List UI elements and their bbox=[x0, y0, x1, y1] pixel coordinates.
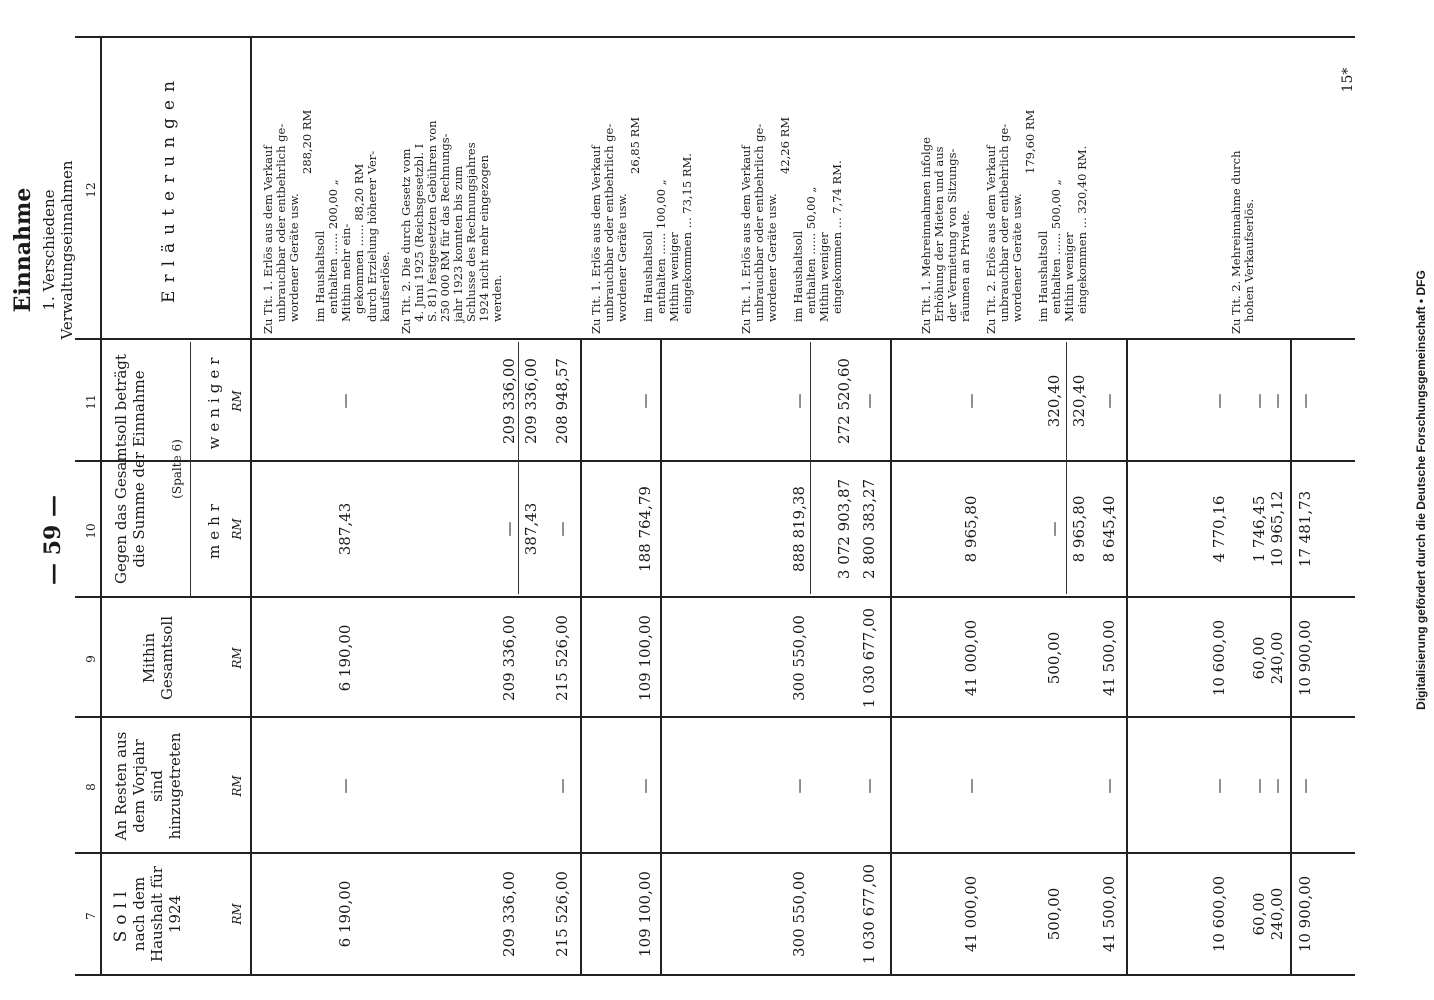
note-2c: S. 81) festgesetzten Gebühren von bbox=[425, 120, 439, 322]
note-1i: durch Erzielung höherer Ver- bbox=[365, 150, 379, 322]
header-resten: An Resten aus dem Vorjahr sind hinzugetreten bbox=[112, 731, 184, 841]
note-3c: wordener Geräte usw. bbox=[615, 193, 629, 322]
row1-mehr: 387,43 bbox=[336, 502, 354, 556]
note-2h: werden. bbox=[490, 274, 504, 322]
row5-gesamt: 41 000,00 bbox=[962, 619, 980, 697]
unit-label-9: RM bbox=[230, 647, 244, 669]
unit-label-11: RM bbox=[230, 390, 244, 412]
row1-gesamt: 6 190,00 bbox=[336, 624, 354, 692]
row2-total-soll: 215 526,00 bbox=[553, 871, 571, 957]
note-6b: unbrauchbar oder entbehrlich ge- bbox=[997, 123, 1011, 322]
note-2d: 250 000 RM für das Rechnungs- bbox=[438, 133, 452, 322]
row3-mehr: 188 764,79 bbox=[636, 486, 654, 572]
section-subheading: 1. Verschiedene Verwaltungseinnahmen bbox=[40, 160, 76, 340]
note-5b: Erhöhung der Mieten und aus bbox=[932, 146, 946, 322]
row2-weniger: 209 336,00 bbox=[500, 358, 518, 444]
row4-total-gesamt: 1 030 677,00 bbox=[860, 607, 878, 709]
row3-gesamt: 109 100,00 bbox=[636, 615, 654, 701]
note-group-2 bbox=[400, 42, 504, 334]
note-6f: enthalten ...... 500,00 „ bbox=[1049, 179, 1063, 314]
row4-sum-rule bbox=[810, 342, 811, 594]
note-group-5 bbox=[920, 42, 972, 334]
note-5d: räumen an Private. bbox=[958, 210, 972, 322]
col-divider-7 bbox=[75, 974, 1355, 976]
note-1e: im Haushaltsoll bbox=[313, 230, 327, 322]
row8b-weniger: — bbox=[1268, 393, 1286, 409]
row8-mehr: 1 746,45 bbox=[1250, 495, 1268, 563]
row2-total-mehr: — bbox=[553, 521, 571, 537]
row7-weniger: — bbox=[1210, 393, 1228, 409]
note-6c: wordener Geräte usw. bbox=[1010, 193, 1024, 322]
note-1j: kaufserlöse. bbox=[378, 251, 392, 322]
row4-soll: 300 550,00 bbox=[790, 871, 808, 957]
row2-mehr: — bbox=[500, 521, 518, 537]
note-group-1 bbox=[262, 42, 392, 334]
row4-weniger: — bbox=[790, 393, 808, 409]
note-5c: der Vermietung von Sitzungs- bbox=[945, 148, 959, 322]
row2-sum-rule bbox=[518, 342, 519, 594]
note-4b: unbrauchbar oder entbehrlich ge- bbox=[752, 123, 766, 322]
row6-gesamt: 500,00 bbox=[1045, 631, 1063, 685]
note-2g: 1924 nicht mehr eingezogen bbox=[477, 154, 491, 322]
row6-weniger: 320,40 bbox=[1045, 374, 1063, 428]
note-1b: unbrauchbar oder entbehrlich ge- bbox=[274, 123, 288, 322]
note-3a: Zu Tit. 1. Erlös aus dem Verkauf bbox=[589, 145, 603, 334]
row7-resten: — bbox=[1210, 778, 1228, 794]
row3-bottom-border bbox=[660, 340, 662, 976]
note-6e: im Haushaltsoll bbox=[1036, 230, 1050, 322]
note-5a: Zu Tit. 1. Mehreinnahmen infolge bbox=[919, 137, 933, 334]
col-divider-11 bbox=[75, 460, 1355, 462]
note-3b: unbrauchbar oder entbehrlich ge- bbox=[602, 123, 616, 322]
row2-total-resten: — bbox=[553, 778, 571, 794]
note-4g: Mithin weniger bbox=[817, 232, 831, 322]
row8-bottom-border bbox=[1290, 340, 1292, 976]
col-number-11: 11 bbox=[84, 394, 98, 410]
note-4h: eingekommen ... 7,74 RM. bbox=[830, 160, 844, 314]
row6-total-mehr: 8 645,40 bbox=[1100, 495, 1118, 563]
footer-mark: 15* bbox=[1340, 67, 1356, 93]
col-number-8: 8 bbox=[84, 783, 98, 791]
row2-total-gesamt: 215 526,00 bbox=[553, 615, 571, 701]
note-4d: 42,26 RM bbox=[778, 116, 792, 174]
note-7a: Zu Tit. 2. Mehreinnahme durch bbox=[1229, 150, 1243, 334]
row4-total-soll: 1 030 677,00 bbox=[860, 863, 878, 965]
row8b-resten: — bbox=[1268, 778, 1286, 794]
row8-soll: 60,00 bbox=[1250, 892, 1268, 936]
row8-gesamt: 60,00 bbox=[1250, 636, 1268, 680]
row3-weniger: — bbox=[636, 393, 654, 409]
page-number: — 59 — bbox=[40, 495, 66, 585]
col-divider-end bbox=[75, 36, 1355, 38]
mehr-weniger-divider bbox=[190, 342, 191, 598]
row1-soll: 6 190,00 bbox=[336, 880, 354, 948]
row6-sum-rule bbox=[1066, 342, 1067, 594]
note-1f: enthalten ...... 200,00 „ bbox=[326, 179, 340, 314]
note-2b: 4. Juni 1925 (Reichsgesetzbl. I bbox=[412, 143, 426, 322]
note-group-7 bbox=[1230, 42, 1256, 334]
col-number-12: 12 bbox=[84, 182, 98, 198]
header-mehr: mehr bbox=[205, 499, 223, 559]
note-1g: Mithin mehr ein- bbox=[339, 223, 353, 322]
row5-resten: — bbox=[962, 778, 980, 794]
header-erlaeuterungen: Erläuterungen bbox=[159, 73, 179, 303]
row6-bottom-border bbox=[1126, 340, 1128, 976]
row5-weniger: — bbox=[962, 393, 980, 409]
row7-soll: 10 600,00 bbox=[1210, 875, 1228, 953]
note-group-3 bbox=[590, 42, 694, 334]
row2-gesamt: 209 336,00 bbox=[500, 615, 518, 701]
row6-total-gesamt: 41 500,00 bbox=[1100, 619, 1118, 697]
note-6a: Zu Tit. 2. Erlös aus dem Verkauf bbox=[984, 145, 998, 334]
row2-total-weniger: 208 948,57 bbox=[553, 358, 571, 444]
col-number-10: 10 bbox=[84, 523, 98, 539]
note-4f: enthalten ...... 50,00 „ bbox=[804, 186, 818, 314]
note-3g: Mithin weniger bbox=[667, 232, 681, 322]
col-divider-12 bbox=[75, 338, 1355, 340]
note-1h: gekommen ...... 88,20 RM bbox=[352, 163, 366, 314]
row6-total-weniger: — bbox=[1100, 393, 1118, 409]
row7-gesamt: 10 600,00 bbox=[1210, 619, 1228, 697]
header-bottom-border bbox=[250, 36, 252, 976]
row4-resten: — bbox=[790, 778, 808, 794]
note-4c: wordener Geräte usw. bbox=[765, 193, 779, 322]
header-gegen: Gegen das Gesamtsoll beträgt die Summe der Einnahme bbox=[112, 354, 148, 584]
note-1a: Zu Tit. 1. Erlös aus dem Verkauf bbox=[261, 145, 275, 334]
note-2f: Schlusse des Rechnungsjahres bbox=[464, 142, 478, 322]
dfg-watermark-text: Digitalisierung gefördert durch die Deutsche Forschungsgemeinschaft • DFG bbox=[1414, 270, 1428, 710]
row6-total-resten: — bbox=[1100, 778, 1118, 794]
col-number-7: 7 bbox=[84, 912, 98, 920]
note-2e: jahr 1923 konnten bis zum bbox=[451, 165, 465, 322]
row4-gesamt: 300 550,00 bbox=[790, 615, 808, 701]
row4-mehr: 888 819,38 bbox=[790, 486, 808, 572]
note-6g: Mithin weniger bbox=[1062, 232, 1076, 322]
header-gesamtsoll: Mithin Gesamtsoll bbox=[140, 615, 176, 701]
row6-sum-weniger: 320,40 bbox=[1070, 374, 1088, 428]
mehr-weniger-split bbox=[190, 461, 250, 462]
row6-total-soll: 41 500,00 bbox=[1100, 875, 1118, 953]
row8b-mehr: 10 965,12 bbox=[1268, 490, 1286, 568]
unit-label-8: RM bbox=[230, 775, 244, 797]
row2-bottom-border bbox=[580, 340, 582, 976]
row5-soll: 41 000,00 bbox=[962, 875, 980, 953]
unit-label-7: RM bbox=[230, 903, 244, 925]
header-soll-title: Soll bbox=[111, 885, 131, 943]
row4-total-mehr: 2 800 383,27 bbox=[860, 478, 878, 580]
row9-soll: 10 900,00 bbox=[1296, 875, 1314, 953]
row2-sum-weniger: 209 336,00 bbox=[522, 358, 540, 444]
note-6d: 179,60 RM bbox=[1023, 109, 1037, 174]
row1-resten: — bbox=[336, 778, 354, 794]
row5-mehr: 8 965,80 bbox=[962, 495, 980, 563]
section-heading: Einnahme bbox=[10, 187, 36, 313]
row6-sum-mehr: 8 965,80 bbox=[1070, 495, 1088, 563]
row2-sum-mehr: 387,43 bbox=[522, 502, 540, 556]
note-3e: im Haushaltsoll bbox=[641, 230, 655, 322]
row6-mehr: — bbox=[1045, 521, 1063, 537]
col-number-9: 9 bbox=[84, 655, 98, 663]
row4-sum-weniger: 272 520,60 bbox=[835, 358, 853, 444]
row6-soll: 500,00 bbox=[1045, 887, 1063, 941]
col-divider-10 bbox=[75, 596, 1355, 598]
row4-sum-mehr: 3 072 903,87 bbox=[835, 478, 853, 580]
row9-gesamt: 10 900,00 bbox=[1296, 619, 1314, 697]
note-3h: eingekommen ... 73,15 RM. bbox=[680, 153, 694, 314]
dfg-watermark bbox=[1394, 0, 1434, 1000]
row7-mehr: 4 770,16 bbox=[1210, 495, 1228, 563]
row8-resten: — bbox=[1250, 778, 1268, 794]
col-divider-9 bbox=[75, 716, 1355, 718]
note-group-6 bbox=[985, 42, 1089, 334]
header-soll bbox=[112, 856, 184, 972]
row9-mehr: 17 481,73 bbox=[1296, 490, 1314, 568]
row3-resten: — bbox=[636, 778, 654, 794]
row2-soll: 209 336,00 bbox=[500, 871, 518, 957]
header-spalte: (Spalte 6) bbox=[170, 439, 184, 499]
row4-total-resten: — bbox=[860, 778, 878, 794]
note-group-4 bbox=[740, 42, 844, 334]
note-3d: 26,85 RM bbox=[628, 116, 642, 174]
row8b-soll: 240,00 bbox=[1268, 887, 1286, 941]
note-6h: eingekommen ... 320,40 RM. bbox=[1075, 145, 1089, 314]
table-top-border bbox=[100, 36, 102, 976]
note-3f: enthalten ...... 100,00 „ bbox=[654, 179, 668, 314]
row4-bottom-border bbox=[890, 340, 892, 976]
header-soll-sub: nach dem Haushalt für 1924 bbox=[130, 866, 184, 962]
row1-weniger: — bbox=[336, 393, 354, 409]
unit-label-10: RM bbox=[230, 518, 244, 540]
note-1d: 288,20 RM bbox=[300, 109, 314, 174]
note-4e: im Haushaltsoll bbox=[791, 230, 805, 322]
row8b-gesamt: 240,00 bbox=[1268, 631, 1286, 685]
col-divider-8 bbox=[75, 852, 1355, 854]
row9-weniger: — bbox=[1296, 393, 1314, 409]
row4-total-weniger: — bbox=[860, 393, 878, 409]
note-4a: Zu Tit. 1. Erlös aus dem Verkauf bbox=[739, 145, 753, 334]
row9-resten: — bbox=[1296, 778, 1314, 794]
row3-soll: 109 100,00 bbox=[636, 871, 654, 957]
header-weniger: weniger bbox=[205, 352, 223, 450]
row8-weniger: — bbox=[1250, 393, 1268, 409]
note-2a: Zu Tit. 2. Die durch Gesetz vom bbox=[399, 148, 413, 334]
note-7b: hohen Verkaufserlös. bbox=[1242, 198, 1256, 322]
note-1c: wordener Geräte usw. bbox=[287, 193, 301, 322]
